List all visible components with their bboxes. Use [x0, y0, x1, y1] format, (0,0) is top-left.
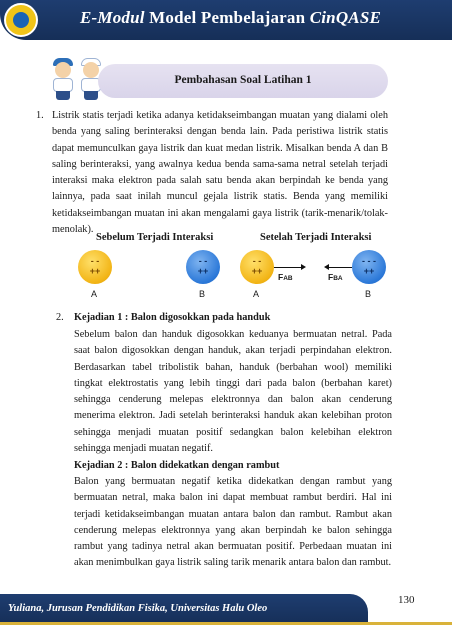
ball-b-before-bottom: ++ [197, 266, 209, 276]
footer-author: Yuliana, Jurusan Pendidikan Fisika, Universitas Halu Oleo [8, 603, 268, 614]
ball-a-after-top: - - [252, 256, 262, 266]
section-banner [98, 64, 388, 98]
header-title-middle: Model Pembelajaran [144, 8, 310, 27]
ball-a-before-top: - - [90, 256, 100, 266]
ball-a-after-letter: A [253, 289, 260, 299]
after-interaction-label: Setelah Terjadi Interaksi [260, 232, 372, 243]
footer-accent-line [0, 622, 452, 625]
before-interaction-label: Sebelum Terjadi Interaksi [96, 232, 214, 243]
page-number: 130 [398, 594, 415, 606]
force-ba-label: FBA [328, 272, 343, 282]
force-ab-arrow-icon [274, 267, 302, 268]
item2-number: 2. [56, 312, 64, 323]
force-ab-label: FAB [278, 272, 293, 282]
event2-text: Balon yang bermuatan negatif ketika didekatkan dengan rambut yang bermuatan netral, maka balon ini dapat membuat rambut berdiri. Hal ini terjadi ketidakseimbangan muatan antara balon dan rambut. Rambut akan cenderung melepas elektronnya yang akan berpindah ke balon sehingga rambut yang tadinya netral akan bermuatan positif. Perbedaan muatan ini akan menimbulkan gaya listrik saling tarik menarik antara balon dan rambut. [74, 476, 392, 569]
ball-a-after-bottom: ++ [251, 266, 263, 276]
ball-b-after-top: - - - [362, 256, 376, 266]
ball-b-before-top: - - [198, 256, 208, 266]
force-ba-arrow-icon [328, 267, 352, 268]
ball-b-after [352, 250, 386, 284]
charge-interaction-diagram [60, 232, 400, 302]
section-title: Pembahasan Soal Latihan 1 [174, 74, 312, 86]
item1-text: Listrik statis terjadi ketika adanya ketidakseimbangan muatan yang dialami oleh benda yang saling berinteraksi dengan benda lain. Pada peristiwa listrik statis dapat memunculkan gaya listrik dan kuat medan listrik. Misalkan benda A dan B saling berinteraksi, yang awalnya kedua benda sama-sama netral setelah terjadi interaksi maka elektron pada salah satu benda akan berpindah ke benda yang lainnya, pada saat inilah muncul gejala listrik statis. Benda yang memiliki ketidakseimbangan muatan ini akan mengalami gaya listrik (tarik-menarik/tolak-menolak). [52, 110, 388, 236]
header-title-emodul: E-Modul [80, 8, 145, 27]
ball-a-before-bottom: ++ [89, 266, 101, 276]
header-title-cinqase: CinQASE [309, 8, 382, 27]
item1-number: 1. [36, 110, 44, 121]
event1-title: Kejadian 1 : Balon digosokkan pada handuk [74, 312, 271, 323]
event1-text: Sebelum balon dan handuk digosokkan keduanya bermuatan netral. Pada saat balon digosokkan dengan handuk, akan terjadi perpindahan elektron. Berdasarkan tabel tribolistik bahan, handuk (berbahan wool) memiliki tingkat elektrostatis yang lebih tinggi dari pada balon (berbahan karet) sehingga cenderung melepas elektronnya dan balon akan cenderung menerima elektron. Jadi setelah berinteraksi handuk akan kelebihan proton sehingga menjadi muatan positif sedangkan balon kelebihan elektron sehingga menjadi muatan negatif. [74, 329, 392, 455]
page-header [0, 0, 452, 40]
ball-a-before-letter: A [91, 289, 98, 299]
ball-b-before [186, 250, 220, 284]
university-logo-icon [4, 3, 38, 37]
ball-b-after-letter: B [365, 289, 372, 299]
header-title [80, 8, 450, 28]
ball-a-before [78, 250, 112, 284]
ball-a-after [240, 250, 274, 284]
ball-b-after-bottom: ++ [363, 266, 375, 276]
ball-b-before-letter: B [199, 289, 206, 299]
event2-title: Kejadian 2 : Balon didekatkan dengan rambut [74, 460, 280, 471]
